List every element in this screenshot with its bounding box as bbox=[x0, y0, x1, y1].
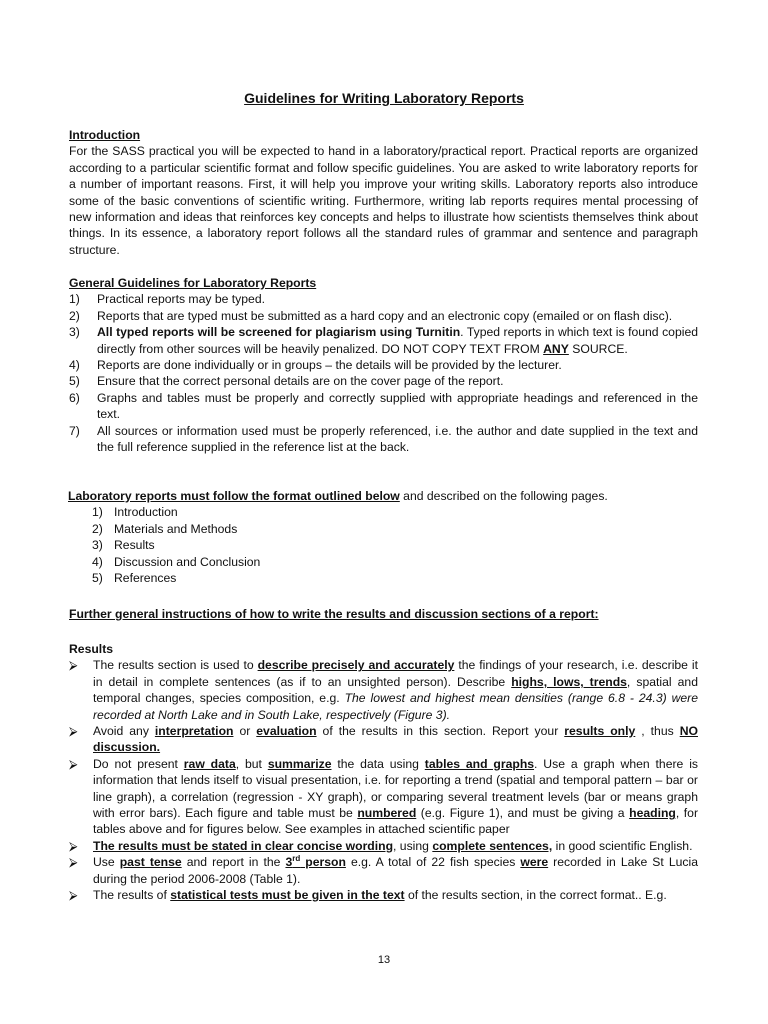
format-lead: Laboratory reports must follow the format outlined below and described on the following pages. bbox=[68, 489, 608, 503]
arrow-bullet-icon: ⮚ bbox=[69, 756, 78, 771]
list-item: 4) Discussion and Conclusion bbox=[92, 554, 261, 569]
results-section bbox=[69, 641, 698, 904]
arrow-bullet-icon: ⮚ bbox=[69, 855, 78, 870]
list-item: ⮚ The results section is used to describe precisely and accurately the findings of your research, i.e. describe it in detail in complete sentences (as if to an unsighted person). Describe highs, lows, trends, spatial and temporal changes, species composition, e.g. The lowest and highest mean densities (range 6.8 - 24.3) were recorded at North Lake and in South Lake, respectively (Figure 3). bbox=[69, 658, 699, 722]
list-item: 1) Introduction bbox=[92, 505, 178, 520]
results-heading: Results bbox=[69, 642, 114, 656]
list-item: ⮚ The results of statistical tests must be given in the text of the results section, in the correct format.. E.g. bbox=[69, 888, 667, 903]
page-number: 13 bbox=[377, 954, 391, 966]
format-list bbox=[92, 504, 697, 586]
general-guidelines-list bbox=[69, 291, 698, 455]
list-item: ⮚ Use past tense and report in the 3rd person e.g. A total of 22 fish species were recorded in Lake St Lucia during the period 2006-2008 (Table 1). bbox=[69, 854, 698, 886]
arrow-bullet-icon: ⮚ bbox=[69, 888, 78, 903]
page-title: Guidelines for Writing Laboratory Reports bbox=[244, 90, 524, 106]
arrow-bullet-icon: ⮚ bbox=[69, 658, 78, 673]
list-item: 1) Practical reports may be typed. bbox=[69, 292, 265, 307]
general-guidelines-section bbox=[69, 275, 698, 455]
list-item: 5) Ensure that the correct personal details are on the cover page of the report. bbox=[69, 374, 504, 389]
format-section bbox=[68, 488, 697, 586]
results-bullets bbox=[69, 657, 698, 903]
list-item: ⮚ Do not present raw data, but summarize the data using tables and graphs. Use a graph when there is information that lends itself to visual presentation, i.e. for reporting a trend (spatial and temporal pattern – bar or line graph), a correlation (regression - XY graph), or comparing several treatment levels (bar or means graph with error bars). Each figure and table must be numbered (e.g. Figure 1), and must be giving a heading, for tables above and for figures below. See examples in attached scientific paper bbox=[69, 756, 698, 837]
list-item: ⮚ The results must be stated in clear concise wording, using complete sentences, in good scientific English. bbox=[69, 838, 693, 853]
introduction-heading: Introduction bbox=[69, 128, 141, 142]
list-item: 5) References bbox=[92, 571, 177, 586]
list-item: 4) Reports are done individually or in groups – the details will be provided by the lecturer. bbox=[69, 358, 562, 373]
further-instructions bbox=[69, 606, 698, 622]
general-guidelines-heading: General Guidelines for Laboratory Reports bbox=[69, 276, 317, 290]
list-item: 2) Materials and Methods bbox=[92, 521, 238, 536]
list-item: 6) Graphs and tables must be properly and correctly supplied with appropriate headings and referenced in the text. bbox=[69, 390, 698, 422]
arrow-bullet-icon: ⮚ bbox=[69, 838, 78, 853]
introduction-text: For the SASS practical you will be expected to hand in a laboratory/practical report. Practical reports are organized according to a particular scientific format and follow specific guidelines. You are asked to write laboratory reports for a number of important reasons. First, it will help you improve your writing skills. Laboratory reports also introduce some of the basic conventions of scientific writing. Furthermore, writing lab reports requires mental processing of new information and ideas that reinforces key concepts and helps to illustrate how scientists themselves think about things. In its essence, a laboratory report follows all the standard rules of grammar and sentence and paragraph structure. bbox=[69, 144, 698, 257]
list-item: 7) All sources or information used must be properly referenced, i.e. the author and date supplied in the text and the full reference supplied in the reference list at the back. bbox=[69, 423, 698, 455]
further-heading: Further general instructions of how to write the results and discussion sections of a report: bbox=[69, 607, 599, 621]
arrow-bullet-icon: ⮚ bbox=[69, 724, 78, 739]
list-item: ⮚ Avoid any interpretation or evaluation of the results in this section. Report your results only , thus NO discussion. bbox=[69, 724, 698, 755]
list-item: 3) Results bbox=[92, 538, 155, 553]
list-item: 2) Reports that are typed must be submitted as a hard copy and an electronic copy (emailed or on flash disc). bbox=[69, 308, 673, 323]
list-item: 3) All typed reports will be screened for plagiarism using Turnitin. Typed reports in which text is found copied directly from other sources will be heavily penalized. DO NOT COPY TEXT FROM ANY SOURCE. bbox=[69, 325, 698, 356]
introduction-section bbox=[69, 127, 698, 258]
